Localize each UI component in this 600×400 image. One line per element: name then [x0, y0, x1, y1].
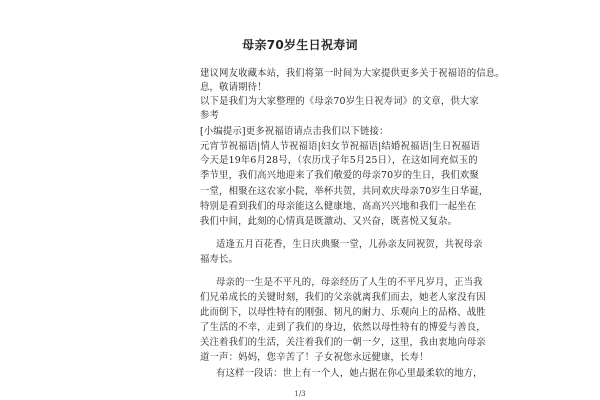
document-title: 母亲70岁生日祝寿词 [242, 38, 358, 52]
page-number: 1/3 [294, 390, 306, 398]
paragraph-line: 今天是19年6月28号，（农历戊子年5月25日），在这如同充似玉的 [200, 155, 478, 166]
paragraph-line: 一堂，相聚在这农家小院，举杯共贺，共同欢庆母亲70岁生日华诞， [200, 186, 489, 197]
paragraph-line: 我们中间，此刻的心情真是既激动、又兴奋，既喜悦又复杂。 [200, 216, 458, 227]
paragraph-line: 适逢五月百花香，生日庆典聚一堂，儿孙亲友同祝贺，共祝母亲 [216, 239, 483, 250]
paragraph-line: 季节里，我们高兴地迎来了我们敬爱的母亲70岁的生日，我们欢聚 [200, 170, 479, 181]
paragraph-line: 息，敬请期待！ [200, 82, 267, 93]
paragraph-line: [小编提示]更多祝福语请点击我们以下链接： [200, 126, 389, 137]
paragraph-line: 以下是我们为大家整理的《母亲70岁生日祝寿词》的文章，供大家 [200, 96, 479, 107]
paragraph-line: 了生活的不幸，走到了我们的身边，依然以母性特有的博爱与善良， [200, 322, 486, 333]
paragraph-line: 道一声：妈妈，您辛苦了！子女祝您永远健康，长寿！ [200, 352, 429, 363]
paragraph-line: 福寿长。 [200, 254, 239, 265]
link-line: 元宵节祝福语|情人节祝福语|妇女节祝福语|结婚祝福语|生日祝福语 [200, 141, 480, 152]
paragraph-line: 建议网友收藏本站，我们将第一时间为大家提供更多关于祝福语的信息。 [200, 68, 505, 79]
paragraph-line: 特别是看到我们的母亲能这么健康地、高高兴兴地和我们一起坐在 [200, 201, 477, 212]
paragraph-line: 们兄弟成长的关键时刻，我们的父亲就离我们而去，她老人家没有因 [200, 292, 486, 303]
paragraph-line: 关注着我们的生活，关注着我们的一朝一夕，这里，我由衷地向母亲 [200, 337, 486, 348]
paragraph-line: 此而倒下，以母性特有的刚强、韧凡的耐力、乐观向上的品格、战胜 [200, 307, 486, 318]
paragraph-line: 母亲的一生是不平凡的，母亲经历了人生的不平凡岁月，正当我 [216, 277, 483, 288]
paragraph-line: 参考 [200, 110, 220, 121]
paragraph-line: 有这样一段话：世上有一个人，她占据在你心里最柔软的地方， [216, 368, 483, 379]
